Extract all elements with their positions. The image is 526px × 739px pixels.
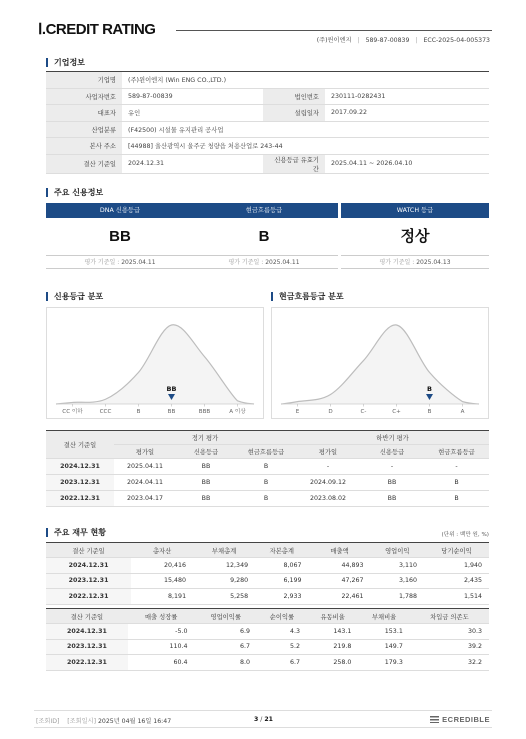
- cash-dist-chart: [271, 307, 489, 419]
- page-current: 3: [254, 716, 259, 723]
- x-tick-label: B: [427, 409, 432, 415]
- table-cell: 4.3: [257, 624, 307, 640]
- x-tick-label: BB: [167, 409, 176, 415]
- table-cell: 1,940: [424, 558, 489, 574]
- table-row: [46, 589, 489, 605]
- table-cell: 2,933: [255, 589, 308, 605]
- table-cell: 258.0: [307, 655, 358, 671]
- table-header-cell: 총자산: [131, 543, 193, 558]
- table-row: [46, 624, 489, 640]
- rating-date: [341, 255, 489, 269]
- table-cell: 39.2: [410, 639, 489, 655]
- table-row: [46, 459, 489, 475]
- info-label: 결산 기준일: [46, 154, 122, 173]
- table-cell: 60.4: [128, 655, 195, 671]
- rating-head: 현금흐름등급: [190, 203, 338, 218]
- rating-date-label: 평가 기준일 :: [379, 259, 415, 266]
- page-footer: [34, 710, 492, 728]
- table-cell: -: [296, 459, 360, 475]
- rating-date-label: 평가 기준일 :: [84, 259, 120, 266]
- table-cell: 2022.12.31: [46, 589, 131, 605]
- info-value: 2024.12.31: [122, 154, 263, 173]
- table-row: [46, 475, 489, 491]
- title-divider: [176, 30, 492, 31]
- hist-sub-credit: 신용등급: [176, 445, 236, 459]
- footer-query-info: [36, 716, 171, 725]
- table-cell: 15,480: [131, 573, 193, 589]
- info-row: [46, 121, 489, 138]
- info-value: [44988] 울산광역시 울주군 청량읍 처용산업로 243-44: [122, 138, 489, 155]
- rating-grade: 정상: [400, 228, 430, 245]
- hist-sub-cash: 현금흐름등급: [236, 445, 296, 459]
- table-cell: BB: [360, 491, 424, 507]
- table-cell: -: [360, 459, 424, 475]
- table-cell: 8,067: [255, 558, 308, 574]
- rating-date-value: 2025.04.11: [265, 259, 300, 266]
- hist-col-settle: 결산 기준일: [46, 431, 114, 459]
- info-row: [46, 105, 489, 122]
- table-cell: 12,349: [193, 558, 255, 574]
- table-row: [46, 639, 489, 655]
- info-label: 대표자: [46, 105, 122, 122]
- table-cell: 2024.12.31: [46, 624, 128, 640]
- table-cell: 143.1: [307, 624, 358, 640]
- x-tick-label: C+: [392, 409, 401, 415]
- unit-note: (단위 : 백만 원, %): [441, 532, 489, 538]
- table-cell: 110.4: [128, 639, 195, 655]
- hist-sub-cash: 현금흐름등급: [424, 445, 489, 459]
- table-cell: 2025.04.11: [114, 459, 176, 475]
- table-cell: 6.7: [257, 655, 307, 671]
- rating-date-value: 2025.04.11: [121, 259, 156, 266]
- x-tick-label: C-: [360, 409, 367, 415]
- table-cell: 2024.12.31: [46, 459, 114, 475]
- section-credit-info: 주요 신용정보: [46, 188, 103, 197]
- table-cell: 149.7: [358, 639, 409, 655]
- info-row: [46, 154, 489, 173]
- section-cash-dist: 현금흐름등급 분포: [271, 292, 344, 301]
- rating-grade: B: [258, 228, 270, 245]
- table-cell: 8,191: [131, 589, 193, 605]
- page-sep: /: [260, 716, 263, 723]
- table-header-cell: 영업이익률: [194, 609, 257, 624]
- table-header-cell: 결산 기준일: [46, 543, 131, 558]
- table-header-cell: 부채비율: [358, 609, 409, 624]
- financial-table-amounts: [46, 542, 489, 605]
- rating-box-dna: [46, 203, 194, 269]
- table-cell: -: [424, 459, 489, 475]
- hist-sub-date: 평가일: [114, 445, 176, 459]
- page-number: [254, 716, 273, 723]
- info-value: 2025.04.11 ~ 2026.04.10: [325, 154, 489, 173]
- table-cell: 2023.04.17: [114, 491, 176, 507]
- logo-icon: [430, 716, 439, 723]
- table-cell: 2022.12.31: [46, 655, 128, 671]
- table-cell: 2024.09.12: [296, 475, 360, 491]
- info-label: 신용등급 유효기간: [263, 154, 325, 173]
- hist-sub-credit: 신용등급: [360, 445, 424, 459]
- rating-grade: BB: [109, 228, 131, 245]
- header-company: (주)윈이엔지: [316, 37, 352, 44]
- company-info-table: [46, 71, 489, 174]
- header-meta: (주)윈이엔지 | 589-87-00839 | ECC-2025-04-005373: [316, 37, 490, 44]
- current-grade-label: BB: [166, 385, 177, 393]
- rating-history-table: [46, 430, 489, 507]
- header-biz-no: 589-87-00839: [365, 37, 410, 44]
- table-header-cell: 영업이익: [371, 543, 424, 558]
- table-cell: BB: [176, 459, 236, 475]
- rating-date: [190, 255, 338, 269]
- table-header-cell: 부채총계: [193, 543, 255, 558]
- table-cell: 32.2: [410, 655, 489, 671]
- table-cell: 20,416: [131, 558, 193, 574]
- credit-dist-chart: [46, 307, 264, 419]
- table-cell: B: [424, 475, 489, 491]
- x-tick-label: B: [136, 409, 141, 415]
- section-financial: 주요 재무 현황: [46, 528, 106, 537]
- table-header-cell: 결산 기준일: [46, 609, 128, 624]
- table-cell: 219.8: [307, 639, 358, 655]
- table-cell: 9,280: [193, 573, 255, 589]
- section-company-info: 기업정보: [46, 58, 85, 67]
- table-cell: 2024.04.11: [114, 475, 176, 491]
- info-value: (주)윈이엔지 (Win ENG CO.,LTD.): [122, 72, 489, 89]
- table-cell: 2,435: [424, 573, 489, 589]
- rating-head: WATCH 등급: [341, 203, 489, 218]
- x-tick-label: BBB: [198, 409, 211, 415]
- table-header-cell: 당기순이익: [424, 543, 489, 558]
- info-label: 사업자번호: [46, 88, 122, 105]
- info-value: (F42500) 시설물 유지관리 공사업: [122, 121, 489, 138]
- table-cell: 1,788: [371, 589, 424, 605]
- table-cell: 47,267: [309, 573, 371, 589]
- info-value: 2017.09.22: [325, 105, 489, 122]
- table-cell: 153.1: [358, 624, 409, 640]
- ecredible-logo: [430, 715, 490, 724]
- x-tick-label: E: [295, 409, 300, 415]
- table-header-cell: 매출 성장률: [128, 609, 195, 624]
- hist-sub-date: 평가일: [296, 445, 360, 459]
- info-label: 본사 주소: [46, 138, 122, 155]
- footer-id-label: [조회ID]: [36, 718, 60, 725]
- x-tick-label: A 이상: [229, 409, 246, 415]
- table-row: [46, 558, 489, 574]
- table-row: [46, 655, 489, 671]
- hist-group-half: 하반기 평가: [296, 431, 489, 445]
- fin-body: [46, 624, 489, 671]
- current-grade-label: B: [427, 385, 432, 393]
- table-cell: B: [236, 491, 296, 507]
- rating-box-watch: [341, 203, 489, 269]
- info-label: 법인번호: [263, 88, 325, 105]
- table-cell: 22,461: [309, 589, 371, 605]
- x-tick-label: A: [460, 409, 465, 415]
- table-cell: B: [236, 459, 296, 475]
- table-cell: 5.2: [257, 639, 307, 655]
- table-cell: 2023.08.02: [296, 491, 360, 507]
- table-header-cell: 차입금 의존도: [410, 609, 489, 624]
- table-cell: 2023.12.31: [46, 639, 128, 655]
- info-row: [46, 88, 489, 105]
- section-credit-dist: 신용등급 분포: [46, 292, 103, 301]
- footer-time-label: [조회일시]: [67, 718, 96, 725]
- table-cell: 6.9: [194, 624, 257, 640]
- fin-head-row: [46, 543, 489, 558]
- table-cell: 30.3: [410, 624, 489, 640]
- table-header-cell: 순이익률: [257, 609, 307, 624]
- table-cell: 2023.12.31: [46, 573, 131, 589]
- table-cell: -5.0: [128, 624, 195, 640]
- x-tick-label: CC 이하: [62, 409, 83, 415]
- table-cell: 5,258: [193, 589, 255, 605]
- logo-text: ECREDIBLE: [442, 715, 490, 724]
- table-cell: 44,893: [309, 558, 371, 574]
- table-cell: BB: [360, 475, 424, 491]
- info-row: [46, 72, 489, 89]
- hist-group-regular: 정기 평가: [114, 431, 296, 445]
- table-cell: 6.7: [194, 639, 257, 655]
- info-label: 설립일자: [263, 105, 325, 122]
- table-cell: 2022.12.31: [46, 491, 114, 507]
- table-header-cell: 매출액: [309, 543, 371, 558]
- table-cell: BB: [176, 475, 236, 491]
- table-cell: BB: [176, 491, 236, 507]
- table-cell: 8.0: [194, 655, 257, 671]
- table-row: [46, 573, 489, 589]
- table-header-cell: 유동비율: [307, 609, 358, 624]
- table-cell: 3,160: [371, 573, 424, 589]
- table-cell: 6,199: [255, 573, 308, 589]
- fin-head-row: [46, 609, 489, 624]
- hist-body: [46, 459, 489, 507]
- table-cell: 3,110: [371, 558, 424, 574]
- info-value: 유인: [122, 105, 263, 122]
- info-value: 230111-0282431: [325, 88, 489, 105]
- rating-date-label: 평가 기준일 :: [228, 259, 264, 266]
- table-cell: 2023.12.31: [46, 475, 114, 491]
- page-title: Ⅰ.CREDIT RATING: [38, 21, 156, 38]
- x-tick-label: D: [328, 409, 333, 415]
- info-row: [46, 138, 489, 155]
- table-cell: B: [424, 491, 489, 507]
- rating-date-value: 2025.04.13: [416, 259, 451, 266]
- rating-date: [46, 255, 194, 269]
- x-tick-label: CCC: [99, 409, 112, 415]
- table-row: [46, 491, 489, 507]
- fin-body: [46, 558, 489, 605]
- info-label: 산업분류: [46, 121, 122, 138]
- rating-box-cashflow: [190, 203, 338, 269]
- table-cell: 179.3: [358, 655, 409, 671]
- table-cell: 2024.12.31: [46, 558, 131, 574]
- header-doc-no: ECC-2025-04-005373: [423, 37, 490, 44]
- info-value: 589-87-00839: [122, 88, 263, 105]
- table-cell: B: [236, 475, 296, 491]
- info-label: 기업명: [46, 72, 122, 89]
- table-cell: 1,514: [424, 589, 489, 605]
- financial-table-ratios: [46, 608, 489, 671]
- page-total: 21: [264, 716, 273, 723]
- rating-head: DNA 신용등급: [46, 203, 194, 218]
- table-header-cell: 자본총계: [255, 543, 308, 558]
- footer-time: 2025년 04월 16일 16:47: [97, 718, 172, 725]
